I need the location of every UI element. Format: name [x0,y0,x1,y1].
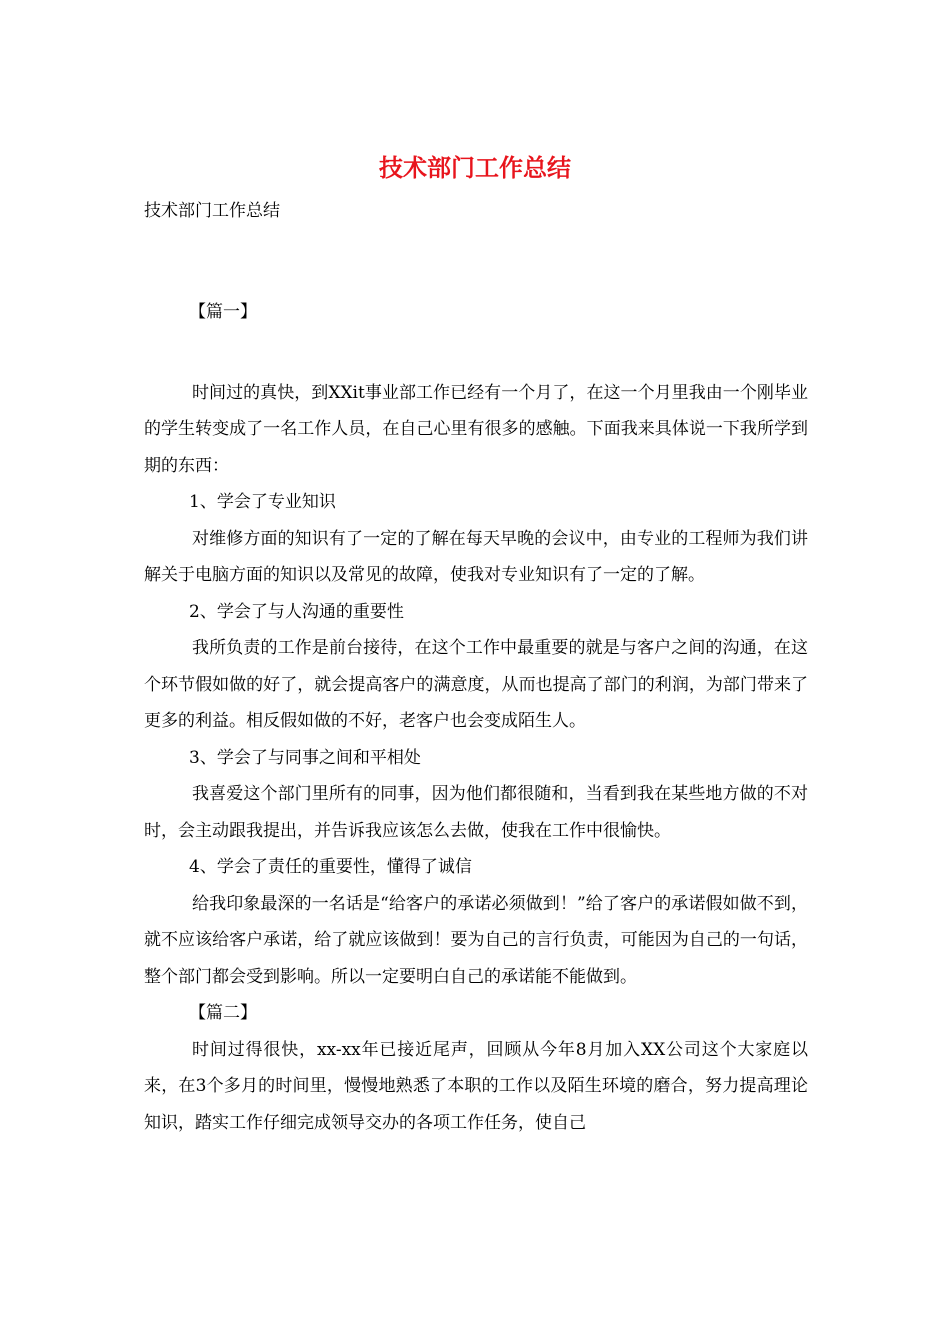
item-heading: 2、学会了与人沟通的重要性 [189,601,404,622]
document-title: 技术部门工作总结 [379,153,571,182]
paragraph: 给我印象最深的一名话是“给客户的承诺必须做到！”给了客户的承诺假如做不到，就不应该给客户承诺，给了就应该做到！要为自己的言行负责，可能因为自己的一句话，整个部门都会受到影响。所以一定要明白自己的承诺能不能做到。 [144,893,808,987]
spacer [144,331,808,375]
item-heading: 3、学会了与同事之间和平相处 [189,747,421,768]
document-subtitle: 技术部门工作总结 [144,201,280,221]
paragraph: 我所负责的工作是前台接待，在这个工作中最重要的就是与客户之间的沟通，在这个环节假如做的好了，就会提高客户的满意度，从而也提高了部门的利润，为部门带来了更多的利益。相反假如做的不好，老客户也会变成陌生人。 [144,638,808,731]
paragraph: 我喜爱这个部门里所有的同事，因为他们都很随和，当看到我在某些地方做的不对时，会主动跟我提出，并告诉我应该怎么去做，使我在工作中很愉快。 [144,784,808,841]
section-label-1: 【篇一】 [189,302,257,322]
document-body [144,294,808,1141]
section-label-2: 【篇二】 [189,1003,257,1023]
item-heading: 1、学会了专业知识 [189,492,336,512]
item-heading: 4、学会了责任的重要性，懂得了诚信 [189,857,472,877]
paragraph: 时间过的真快，到XXit事业部工作已经有一个月了，在这一个月里我由一个刚毕业的学生转变成了一名工作人员，在自己心里有很多的感触。下面我来具体说一下我所学到期的东西： [144,382,808,476]
paragraph: 时间过得很快，xx-xx年已接近尾声，回顾从今年8月加入XX公司这个大家庭以来，在3个多月的时间里，慢慢地熟悉了本职的工作以及陌生环境的磨合，努力提高理论知识，踏实工作仔细完成领导交办的各项工作任务，使自己 [144,1039,808,1133]
paragraph: 对维修方面的知识有了一定的了解在每天早晚的会议中，由专业的工程师为我们讲解关于电脑方面的知识以及常见的故障，使我对专业知识有了一定的了解。 [144,528,808,585]
